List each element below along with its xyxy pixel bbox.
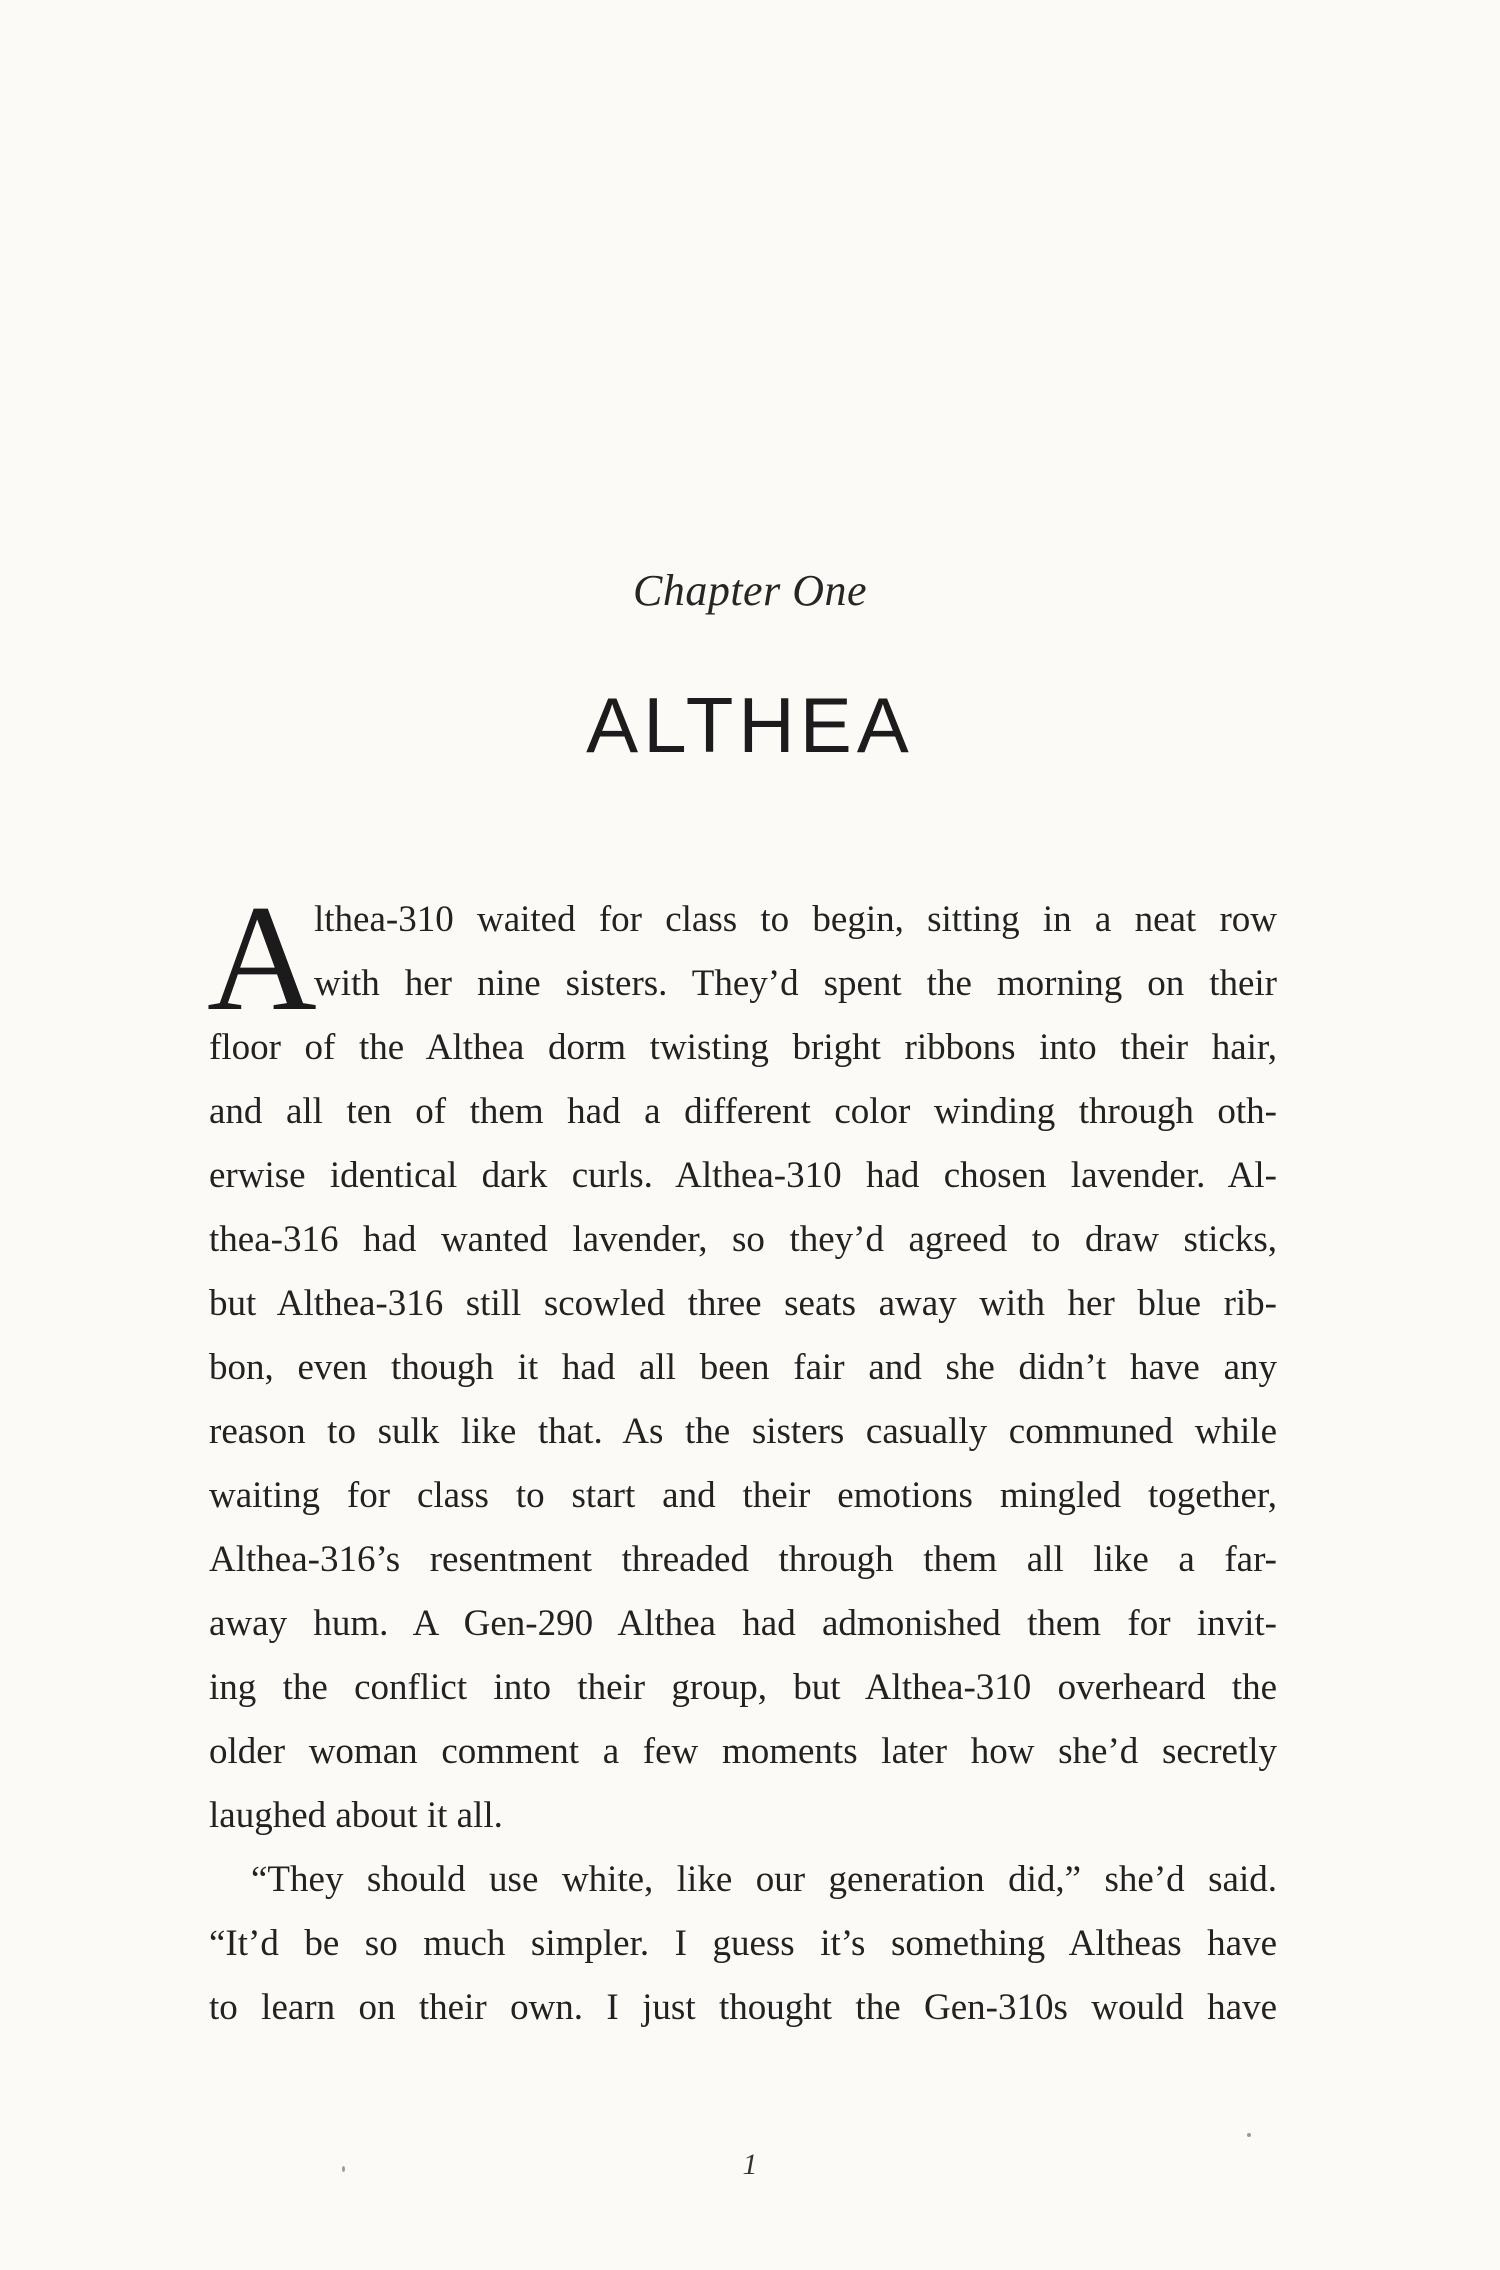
text-line: floor of the Althea dorm twisting bright ribbons into their hair,: [209, 1027, 1277, 1068]
chapter-body: [209, 888, 1277, 2040]
text-line: to learn on their own. I just thought the Gen-310s would have: [209, 1987, 1277, 2028]
text-line: reason to sulk like that. As the sisters casually communed while: [209, 1411, 1277, 1452]
text-line: but Althea-316 still scowled three seats away with her blue rib-: [209, 1283, 1277, 1324]
chapter-label: Chapter One: [632, 566, 868, 615]
text-line: and all ten of them had a different color winding through oth-: [209, 1091, 1277, 1132]
chapter-title: ALTHEA: [586, 681, 914, 769]
text-line: waiting for class to start and their emotions mingled together,: [209, 1475, 1277, 1516]
text-line: “It’d be so much simpler. I guess it’s something Altheas have: [209, 1923, 1277, 1964]
text-line: away hum. A Gen-290 Althea had admonished them for invit-: [209, 1603, 1277, 1644]
text-line: with her nine sisters. They’d spent the morning on their: [314, 963, 1277, 1004]
text-line: Althea-316’s resentment threaded through them all like a far-: [209, 1539, 1277, 1580]
text-line: older woman comment a few moments later how she’d secretly: [209, 1731, 1277, 1772]
print-speck: [1247, 2133, 1251, 2137]
print-speck: [342, 2166, 345, 2172]
text-line: “They should use white, like our generation did,” she’d said.: [251, 1859, 1277, 1900]
text-line: laughed about it all.: [209, 1795, 503, 1836]
drop-cap: A: [207, 874, 317, 1042]
text-line: erwise identical dark curls. Althea-310 had chosen lavender. Al-: [209, 1155, 1277, 1196]
text-line: thea-316 had wanted lavender, so they’d agreed to draw sticks,: [209, 1219, 1277, 1260]
page-number: 1: [742, 2148, 758, 2181]
text-line: ing the conflict into their group, but Althea-310 overheard the: [209, 1667, 1277, 1708]
text-line: lthea-310 waited for class to begin, sitting in a neat row: [314, 899, 1277, 940]
text-line: bon, even though it had all been fair and she didn’t have any: [209, 1347, 1277, 1388]
